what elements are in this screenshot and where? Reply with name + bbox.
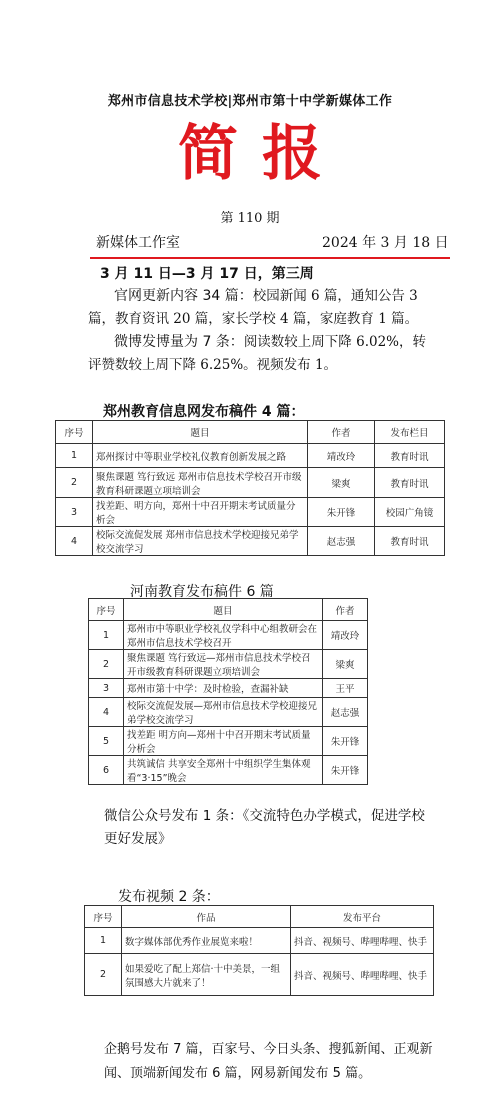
cell: 校际交流促发展—郑州市信息技术学校迎接兄弟学校交流学习	[124, 698, 323, 727]
table-row	[85, 928, 434, 954]
table-header-row	[85, 906, 434, 928]
table3-heading: 发布视频 2 条：	[118, 889, 220, 905]
cell: 梁爽	[323, 650, 368, 679]
bulletin-title: 简报	[178, 119, 346, 189]
table-header-row	[89, 599, 368, 621]
table-header-row	[56, 421, 445, 444]
cell: 赵志强	[323, 698, 368, 727]
cell: 梁爽	[308, 468, 375, 498]
cell: 共筑诚信 共享安全郑州十中组织学生集体观看“3·15”晚会	[124, 756, 323, 785]
cell: 找差距、明方向，郑州十中召开期末考试质量分析会	[93, 498, 308, 527]
wechat-lead: 微信公众号发布 1 条：	[104, 808, 243, 824]
cell: 靖改玲	[323, 621, 368, 650]
cell: 5	[89, 727, 124, 756]
site-update-lead: 官网更新内容 34 篇：	[114, 288, 253, 304]
cell: 数字媒体部优秀作业展览来啦！	[122, 928, 291, 954]
wechat-paragraph	[104, 805, 434, 851]
cell: 找差距 明方向—郑州十中召开期末考试质量分析会	[124, 727, 323, 756]
issue-number: 第 110 期	[220, 211, 280, 226]
cell: 教育时讯	[375, 527, 445, 556]
cell: 朱开锋	[308, 498, 375, 527]
table-row	[89, 679, 368, 698]
col-header: 序号	[89, 599, 124, 621]
col-header: 发布栏目	[375, 421, 445, 444]
cell: 2	[56, 468, 93, 498]
cell: 郑州探讨中等职业学校礼仪教育创新发展之路	[93, 444, 308, 468]
cell: 王平	[323, 679, 368, 698]
table-row	[89, 698, 368, 727]
zhengzhou-edu-table	[55, 420, 445, 556]
cell: 朱开锋	[323, 756, 368, 785]
table-row	[89, 727, 368, 756]
col-header: 发布平台	[291, 906, 434, 928]
cell: 1	[56, 444, 93, 468]
wechat-text: 《交流特色办学模式，促进学校更好发展》	[104, 808, 425, 847]
col-header: 作品	[122, 906, 291, 928]
cell: 朱开锋	[323, 727, 368, 756]
cell: 靖改玲	[308, 444, 375, 468]
henan-edu-table	[88, 598, 368, 785]
col-header: 题目	[93, 421, 308, 444]
cell: 抖音、视频号、哔哩哔哩、快手	[291, 954, 434, 996]
table-row	[56, 468, 445, 498]
red-divider	[90, 257, 450, 259]
issue-date: 2024 年 3 月 18 日	[322, 235, 449, 251]
closing-paragraph	[104, 1038, 434, 1086]
table-row	[89, 650, 368, 679]
cell: 赵志强	[308, 527, 375, 556]
table-row	[89, 756, 368, 785]
cell: 抖音、视频号、哔哩哔哩、快手	[291, 928, 434, 954]
cell: 校园广角镜	[375, 498, 445, 527]
table2-heading: 河南教育发布稿件 6 篇	[130, 584, 274, 600]
col-header: 题目	[124, 599, 323, 621]
table1-heading: 郑州教育信息网发布稿件 4 篇：	[103, 404, 305, 420]
weibo-text: 阅读数较上周下降 6.02%，转评赞数较上周下降 6.25%。视频发布 1。	[88, 334, 426, 373]
weibo-lead: 微博发博量为 7 条：	[114, 334, 244, 350]
cell: 教育时讯	[375, 468, 445, 498]
table-row	[56, 498, 445, 527]
cell: 郑州市中等职业学校礼仪学科中心组教研会在郑州市信息技术学校召开	[124, 621, 323, 650]
cell: 3	[56, 498, 93, 527]
weibo-paragraph	[88, 331, 438, 377]
cell: 郑州市第十中学：及时检验，查漏补缺	[124, 679, 323, 698]
cell: 1	[85, 928, 122, 954]
cell: 教育时讯	[375, 444, 445, 468]
col-header: 作者	[323, 599, 368, 621]
table-row	[85, 954, 434, 996]
cell: 2	[85, 954, 122, 996]
site-update-text: 校园新闻 6 篇，通知公告 3 篇，教育资讯 20 篇，家长学校 4 篇，家庭教育 1 篇。	[88, 288, 419, 327]
org-line: 郑州市信息技术学校|郑州市第十中学新媒体工作	[107, 94, 393, 109]
table-row	[56, 527, 445, 556]
office-name: 新媒体工作室	[96, 235, 180, 251]
cell: 1	[89, 621, 124, 650]
table-row	[56, 444, 445, 468]
week-range: 3 月 11 日—3 月 17 日，第三周	[100, 266, 314, 282]
col-header: 序号	[56, 421, 93, 444]
cell: 3	[89, 679, 124, 698]
cell: 6	[89, 756, 124, 785]
table-row	[89, 621, 368, 650]
cell: 2	[89, 650, 124, 679]
closing-text: 企鹅号发布 7 篇，百家号、今日头条、搜狐新闻、正观新闻、顶端新闻发布 6 篇，网易新闻发布 5 篇。	[104, 1042, 433, 1081]
cell: 4	[89, 698, 124, 727]
col-header: 序号	[85, 906, 122, 928]
cell: 聚焦课题 笃行致远—郑州市信息技术学校召开市级教育科研课题立项培训会	[124, 650, 323, 679]
cell: 4	[56, 527, 93, 556]
cell: 如果爱吃了配上郑信·十中美景，一组氛围感大片就来了！	[122, 954, 291, 996]
col-header: 作者	[308, 421, 375, 444]
site-update-paragraph	[88, 285, 438, 331]
video-table	[84, 905, 434, 996]
cell: 校际交流促发展 郑州市信息技术学校迎接兄弟学校交流学习	[93, 527, 308, 556]
cell: 聚焦课题 笃行致远 郑州市信息技术学校召开市级教育科研课题立项培训会	[93, 468, 308, 498]
